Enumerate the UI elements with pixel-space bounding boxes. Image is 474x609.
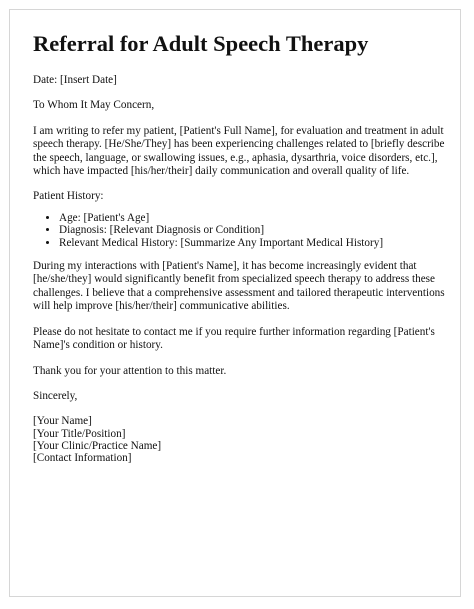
signature-name: [Your Name] [33, 415, 92, 428]
history-item-age: • Age: [Patient's Age] [59, 212, 445, 224]
thanks-paragraph: Thank you for your attention to this matter. [33, 364, 227, 377]
salutation: To Whom It May Concern, [33, 99, 155, 112]
recommendation-paragraph: During my interactions with [Patient's Name], it has become increasingly evident that [he/she/they] would significantly benefit from specialized speech therapy to address these challenges. I believe that a comprehensive assessment and tailored therapeutic interventions will help improve [his/her/their] communicative abilities. [33, 260, 445, 313]
letter-content [33, 30, 445, 465]
history-item-medical-history: • Relevant Medical History: [Summarize Any Important Medical History] [59, 237, 445, 249]
signature-block [33, 415, 445, 464]
closing: Sincerely, [33, 389, 78, 402]
history-list [33, 212, 445, 249]
date-line: Date: [Insert Date] [33, 74, 117, 86]
signature-clinic: [Your Clinic/Practice Name] [33, 439, 162, 452]
history-heading: Patient History: [33, 190, 104, 203]
signature-contact: [Contact Information] [33, 452, 132, 465]
intro-paragraph: I am writing to refer my patient, [Patient's Full Name], for evaluation and treatment in adult speech therapy. [He/She/They] has been experiencing challenges related to [briefly describe the speech, language, or swallowing issues, e.g., aphasia, dysarthria, voice disorders, etc.], which have impacted [his/her/their] daily communication and overall quality of life. [33, 124, 445, 178]
contact-paragraph: Please do not hesitate to contact me if you require further information regarding [Patient's Name]'s condition or history. [33, 325, 435, 352]
signature-title: [Your Title/Position] [33, 427, 126, 440]
history-item-diagnosis: • Diagnosis: [Relevant Diagnosis or Condition] [59, 224, 445, 236]
letter-title: Referral for Adult Speech Therapy [33, 31, 369, 56]
